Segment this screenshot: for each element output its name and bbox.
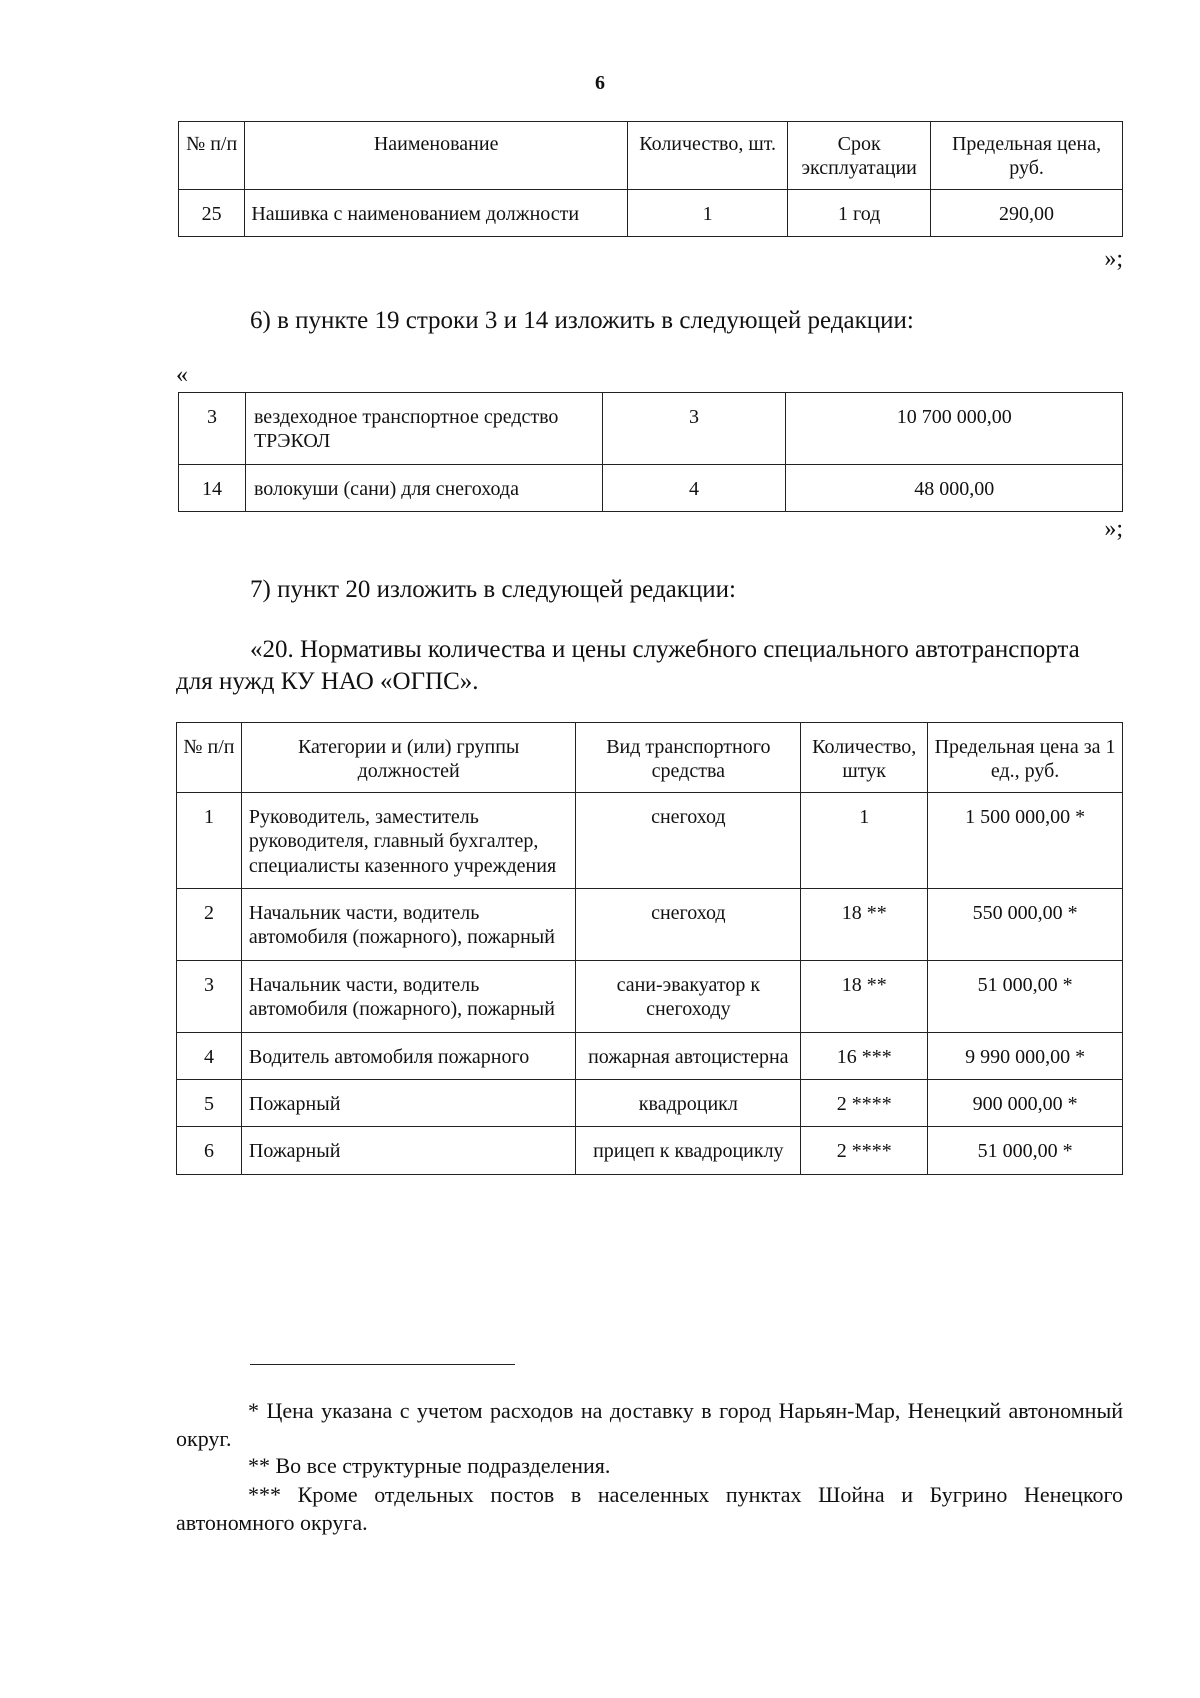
vehicle-type: квадроцикл xyxy=(576,1079,801,1126)
item-name: волокуши (сани) для снегохода xyxy=(245,464,602,511)
item-name: вездеходное транспортное средство ТРЭКОЛ xyxy=(245,393,602,465)
table-row xyxy=(179,464,1123,511)
row-number: 3 xyxy=(177,960,242,1032)
item-quantity: 3 xyxy=(602,393,786,465)
vehicle-type: прицеп к квадроциклу xyxy=(576,1127,801,1174)
paragraph-item-7: 7) пункт 20 изложить в следующей редакции: xyxy=(250,576,736,603)
position-category: Руководитель, заместитель руководителя, главный бухгалтер, специалисты казенного учреждения xyxy=(241,792,576,888)
vehicle-type: сани-эвакуатор к снегоходу xyxy=(576,960,801,1032)
table-row xyxy=(177,1127,1123,1174)
table-header-row xyxy=(177,723,1123,793)
vehicle-quantity: 2 **** xyxy=(801,1079,928,1126)
vehicle-type: снегоход xyxy=(576,792,801,888)
vehicle-quantity: 16 *** xyxy=(801,1032,928,1079)
item-price: 290,00 xyxy=(931,189,1123,236)
table-row xyxy=(177,960,1123,1032)
header-cell: Категории и (или) группы должностей xyxy=(241,723,576,793)
table-row xyxy=(179,189,1123,236)
header-cell: Вид транспортного средства xyxy=(576,723,801,793)
vehicle-price: 9 990 000,00 * xyxy=(928,1032,1123,1079)
header-cell: Наименование xyxy=(245,122,628,190)
row-number: 3 xyxy=(179,393,246,465)
vehicle-price: 1 500 000,00 * xyxy=(928,792,1123,888)
item-quantity: 4 xyxy=(602,464,786,511)
vehicle-price: 51 000,00 * xyxy=(928,960,1123,1032)
vehicle-quantity: 1 xyxy=(801,792,928,888)
paragraph-item-20-line-2: для нужд КУ НАО «ОГПС». xyxy=(176,668,479,695)
position-category: Начальник части, водитель автомобиля (пожарного), пожарный xyxy=(241,888,576,960)
position-category: Пожарный xyxy=(241,1127,576,1174)
page-number: 6 xyxy=(595,72,605,94)
header-cell: Количество, шт. xyxy=(628,122,788,190)
item-price: 48 000,00 xyxy=(786,464,1123,511)
vehicle-price: 51 000,00 * xyxy=(928,1127,1123,1174)
vehicle-quantity: 18 ** xyxy=(801,960,928,1032)
paragraph-item-20-line-1: «20. Нормативы количества и цены служебного специального автотранспорта xyxy=(250,636,1080,663)
header-cell: Количество, штук xyxy=(801,723,928,793)
position-category: Пожарный xyxy=(241,1079,576,1126)
table-uniform-items xyxy=(178,121,1123,237)
footnote-divider xyxy=(250,1364,515,1365)
closing-quote: »; xyxy=(1104,246,1123,272)
paragraph-item-6: 6) в пункте 19 строки 3 и 14 изложить в следующей редакции: xyxy=(250,307,914,334)
table-row xyxy=(177,888,1123,960)
closing-quote: »; xyxy=(1104,516,1123,542)
row-number: 4 xyxy=(177,1032,242,1079)
table-row xyxy=(177,1079,1123,1126)
table-row xyxy=(179,393,1123,465)
position-category: Начальник части, водитель автомобиля (пожарного), пожарный xyxy=(241,960,576,1032)
row-number: 1 xyxy=(177,792,242,888)
vehicle-price: 900 000,00 * xyxy=(928,1079,1123,1126)
row-number: 5 xyxy=(177,1079,242,1126)
row-number: 2 xyxy=(177,888,242,960)
table-row xyxy=(177,792,1123,888)
footnote-subdivisions: ** Во все структурные подразделения. xyxy=(248,1453,611,1478)
header-cell: № п/п xyxy=(177,723,242,793)
footnote-exceptions: *** Кроме отдельных постов в населенных пунктах Шойна и Бугрино Ненецкого автономного округа. xyxy=(176,1482,1123,1535)
vehicle-type: пожарная автоцистерна xyxy=(576,1032,801,1079)
row-number: 6 xyxy=(177,1127,242,1174)
item-name: Нашивка с наименованием должности xyxy=(245,189,628,236)
header-cell: Предельная цена за 1 ед., руб. xyxy=(928,723,1123,793)
vehicle-type: снегоход xyxy=(576,888,801,960)
header-cell: Срок эксплуатации xyxy=(788,122,931,190)
footnote-price: * Цена указана с учетом расходов на доставку в город Нарьян-Мар, Ненецкий автономный округ. xyxy=(176,1398,1123,1451)
vehicle-price: 550 000,00 * xyxy=(928,888,1123,960)
opening-quote: « xyxy=(176,362,188,388)
table-special-vehicles xyxy=(176,722,1123,1175)
vehicle-quantity: 2 **** xyxy=(801,1127,928,1174)
table-header-row xyxy=(179,122,1123,190)
item-price: 10 700 000,00 xyxy=(786,393,1123,465)
table-row xyxy=(177,1032,1123,1079)
header-cell: № п/п xyxy=(179,122,245,190)
row-number: 14 xyxy=(179,464,246,511)
position-category: Водитель автомобиля пожарного xyxy=(241,1032,576,1079)
row-number: 25 xyxy=(179,189,245,236)
item-term: 1 год xyxy=(788,189,931,236)
vehicle-quantity: 18 ** xyxy=(801,888,928,960)
table-vehicle-rows xyxy=(178,392,1123,512)
header-cell: Предельная цена, руб. xyxy=(931,122,1123,190)
item-quantity: 1 xyxy=(628,189,788,236)
